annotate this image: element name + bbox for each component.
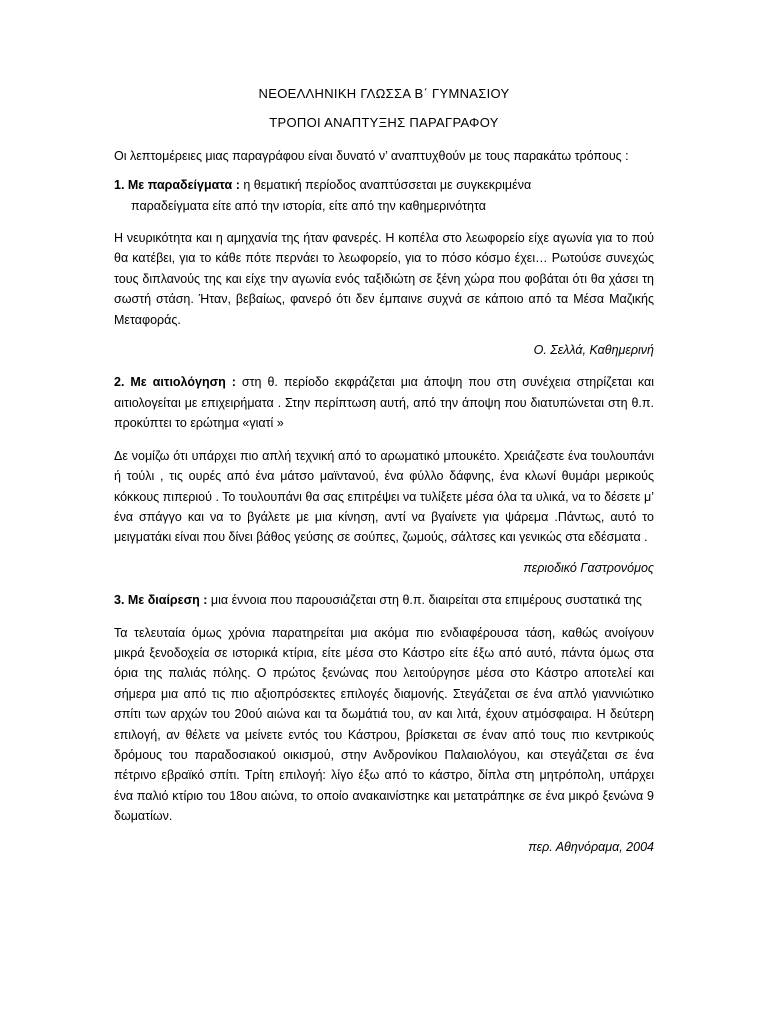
section-1-heading: 1. Με παραδείγματα : — [114, 178, 240, 193]
section-1-example: Η νευρικότητα και η αμηχανία της ήταν φανερές. Η κοπέλα στο λεωφορείο είχε αγωνία για το πού θα κατέβει, για το κάθε πότε περνάει το λεωφορείο, για το πόσο κόσμο έχει… Ρωτούσε συνεχώς τους διπλανούς της και είχε την αγωνία ενός ταξιδιώτη σε ξένη χώρα που φοβάται ότι θα χάσει τη σωστή στάση. Ήταν, βεβαίως, φανερό ότι δεν έμπαινε συχνά σε κάποιο από τα Μέσα Μαζικής Μεταφοράς. — [114, 231, 654, 327]
section-2-definition — [114, 372, 654, 433]
section-3-source: περ. Αθηνόραμα, 2004 — [528, 839, 654, 854]
section-2-definition-text: στη θ. περίοδο εκφράζεται μια άποψη που στη συνέχεια στηρίζεται και αιτιολογείται με επιχειρήματα . Στην περίπτωση αυτή, από την άποψη που διατυπώνεται στη θ.π. προκύπτει το ερώτημα «γιατί » — [114, 375, 655, 431]
intro-paragraph: Οι λεπτομέρειες μιας παραγράφου είναι δυνατό ν’ αναπτυχθούν με τους παρακάτω τρόπους : — [114, 148, 629, 163]
section-2-example: Δε νομίζω ότι υπάρχει πιο απλή τεχνική από το αρωματικό μπουκέτο. Χρειάζεστε ένα τουλουπάνι ή τούλι , τις ουρές από ένα μάτσο μαϊντανού, ένα φύλλο δάφνης, ένα κλωνί θυμάρι μερικούς κόκκους πιπεριού . Το τουλουπάνι θα σας επιτρέψει να τυλίξετε μέσα όλα τα υλικά, να το δέσετε μ’ ένα σπάγγο και να το βγάλετε με μια κίνηση, αντί να βγαίνετε για ψάρεμα .Πάντως, αυτό το μειγματάκι είναι που δίνει βάθος γεύσης σε σούπες, ζωμούς, σάλτσες και γενικώς στα εδέσματα . — [114, 448, 654, 545]
document-subtitle: ΤΡΟΠΟΙ ΑΝΑΠΤΥΞΗΣ ΠΑΡΑΓΡΑΦΟΥ — [269, 115, 499, 131]
section-2-source: περιοδικό Γαστρονόμος — [523, 560, 654, 575]
document-title: ΝΕΟΕΛΛΗΝΙΚΗ ΓΛΩΣΣΑ Β΄ ΓΥΜΝΑΣΙΟΥ — [258, 86, 510, 101]
section-3-example: Τα τελευταία όμως χρόνια παρατηρείται μια ακόμα πιο ενδιαφέρουσα τάση, καθώς ανοίγουν μικρά ξενοδοχεία σε ιστορικά κτίρια, είτε μέσα στο Κάστρο είτε έξω από αυτό, πάντα όμως στα όρια της παλιάς πόλης. Ο πρώτος ξενώνας που λειτούργησε μέσα στο Κάστρο αποτελεί και σήμερα μια από τις πιο αξιοπρόσεκτες επιλογές διαμονής. Στεγάζεται σε ένα απλό γιαννιώτικο σπίτι των αρχών του 20ού αιώνα και τα δωμάτιά του, αν και λιτά, έχουν ατμόσφαιρα. Η δεύτερη επιλογή, αν θέλετε να μείνετε εντός του Κάστρου, βρίσκεται σε έναν από τους πιο κεντρικούς δρόμους του παραδοσιακού οικισμού, στην Ανδρονίκου Παλαιολόγου, και στεγάζεται σε ένα πέτρινο εβραϊκό σπίτι. Τρίτη επιλογή: λίγο έξω από το κάστρο, δίπλα στη μητρόπολη, υπάρχει ένα παλιό κτίριο του 18ου αιώνα, το οποίο ανακαινίστηκε και μετατράπηκε σε ένα μικρό ξενώνα 9 δωματίων. — [114, 625, 654, 824]
section-1-source: Ο. Σελλά, Καθημερινή — [533, 343, 654, 358]
section-3-heading: 3. Με διαίρεση : — [114, 593, 208, 608]
section-1-definition — [114, 175, 654, 216]
section-1-definition-text-1: η θεματική περίοδος αναπτύσσεται με συγκεκριμένα — [243, 178, 532, 193]
document-body — [114, 84, 654, 857]
section-3-definition — [114, 590, 654, 610]
section-1-definition-text-2: παραδείγματα είτε από την ιστορία, είτε από την καθημερινότητα — [131, 198, 486, 213]
section-2-heading: 2. Με αιτιολόγηση : — [114, 375, 236, 390]
section-3-definition-text: μια έννοια που παρουσιάζεται στη θ.π. διαιρείται στα επιμέρους συστατικά της — [210, 593, 642, 608]
